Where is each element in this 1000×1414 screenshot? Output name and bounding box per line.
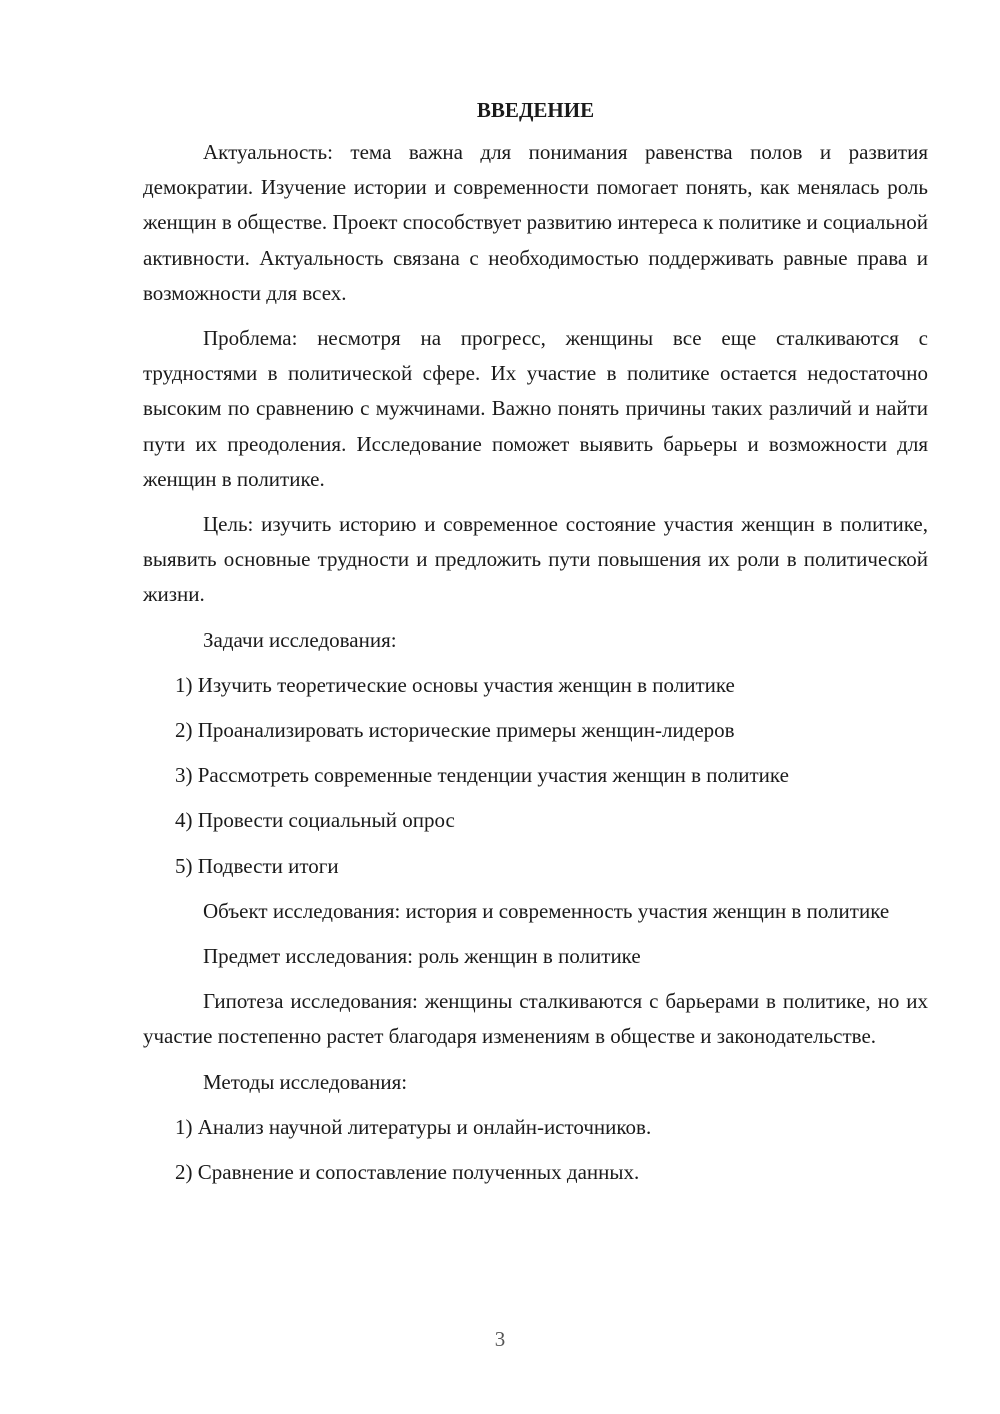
- list-item: 1) Изучить теоретические основы участия женщин в политике: [175, 672, 735, 697]
- list-item: 5) Подвести итоги: [175, 853, 339, 878]
- object-paragraph: Объект исследования: история и современность участия женщин в политике: [203, 898, 890, 923]
- list-item: 3) Рассмотреть современные тенденции участия женщин в политике: [175, 763, 789, 788]
- page-number: 3: [494, 1327, 506, 1351]
- methods-heading: Методы исследования:: [203, 1069, 408, 1094]
- list-item: 2) Сравнение и сопоставление полученных данных.: [175, 1160, 640, 1185]
- methods-list: [143, 1110, 928, 1190]
- hypothesis-paragraph: Гипотеза исследования: женщины сталкиваются с барьерами в политике, но их участие постепенно растет благодаря изменениям в обществе и законодательстве.: [143, 989, 928, 1049]
- section-title: ВВЕДЕНИЕ: [476, 98, 595, 122]
- list-item: 2) Проанализировать исторические примеры женщин-лидеров: [175, 718, 735, 743]
- goal-paragraph: Цель: изучить историю и современное состояние участия женщин в политике, выявить основные трудности и предложить пути повышения их роли в политической жизни.: [143, 512, 928, 607]
- relevance-paragraph: Актуальность: тема важна для понимания равенства полов и развития демократии. Изучение истории и современности помогает понять, как менялась роль женщин в обществе. Проект способствует развитию интереса к политике и социальной активности. Актуальность связана с необходимостью поддерживать равные права и возможности для всех.: [143, 140, 928, 305]
- tasks-list: [143, 668, 928, 884]
- tasks-heading: Задачи исследования:: [203, 627, 397, 652]
- problem-paragraph: Проблема: несмотря на прогресс, женщины все еще сталкиваются с трудностями в политической сфере. Их участие в политике остается недостаточно высоким по сравнению с мужчинами. Важно понять причины таких различий и найти пути их преодоления. Исследование поможет выявить барьеры и возможности для женщин в политике.: [143, 326, 928, 491]
- list-item: 4) Провести социальный опрос: [175, 808, 455, 833]
- list-item: 1) Анализ научной литературы и онлайн-источников.: [175, 1114, 652, 1139]
- subject-paragraph: Предмет исследования: роль женщин в политике: [203, 944, 641, 969]
- document-page: [143, 95, 928, 1200]
